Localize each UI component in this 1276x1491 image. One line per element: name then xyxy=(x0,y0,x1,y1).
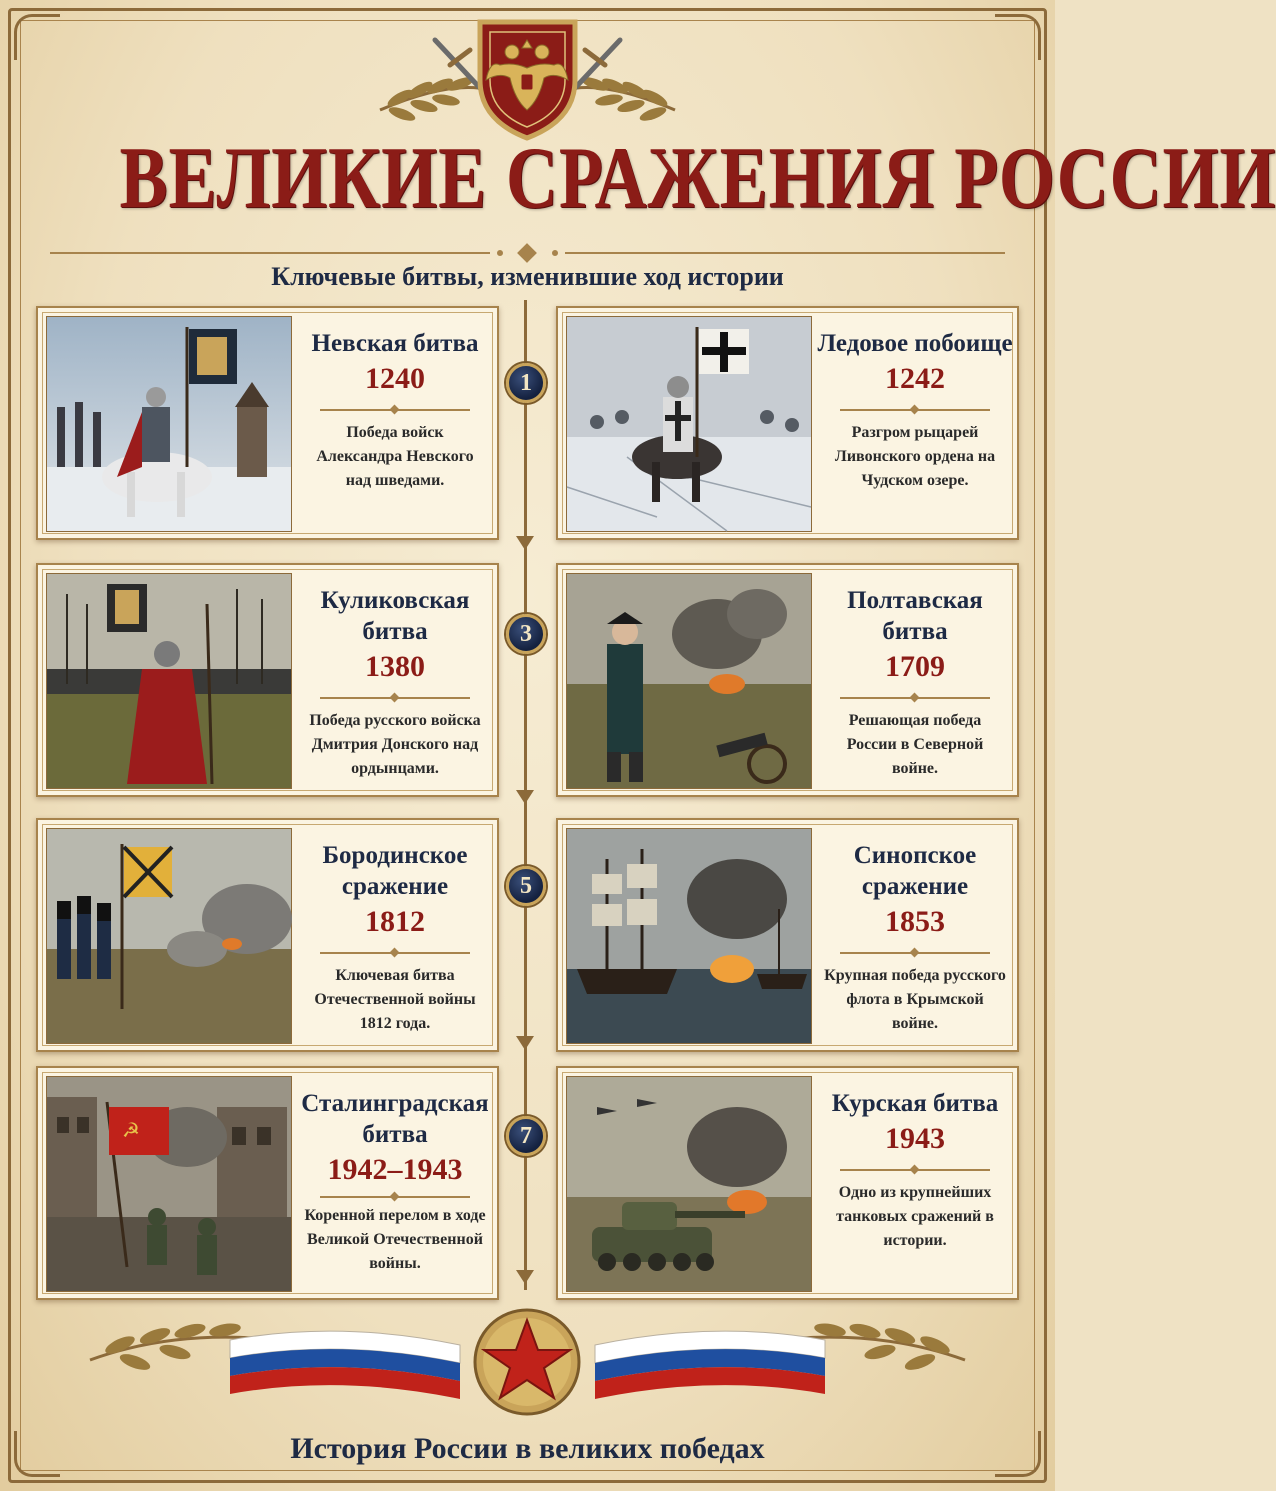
battle-illustration xyxy=(566,1076,812,1292)
battle-name: Невская битва xyxy=(311,330,479,357)
battle-year: 1242 xyxy=(885,362,945,395)
ornament-divider xyxy=(840,405,990,415)
battle-year: 1709 xyxy=(885,650,945,683)
ornament-divider xyxy=(320,1192,470,1202)
battle-name: Курская битва xyxy=(831,1090,999,1117)
battle-year: 1853 xyxy=(885,905,945,938)
battle-illustration xyxy=(46,828,292,1044)
coat-of-arms-emblem xyxy=(340,10,715,145)
ornament-divider xyxy=(840,1165,990,1175)
battle-year: 1812 xyxy=(365,905,425,938)
battle-description: Разгром рыцарей Ливонского ордена на Чудском озере. xyxy=(834,424,996,489)
battle-card-kursk xyxy=(556,1066,1019,1300)
timeline-node: 3 xyxy=(506,614,546,654)
battle-card-poltava xyxy=(556,563,1019,797)
battle-year: 1240 xyxy=(365,362,425,395)
corner-ornament xyxy=(995,14,1041,60)
ornament-divider xyxy=(320,693,470,703)
battle-year: 1942–1943 xyxy=(327,1153,463,1186)
battle-card-kulikovo xyxy=(36,563,499,797)
ornament-divider xyxy=(840,693,990,703)
battle-description: Победа русского войска Дмитрия Донского над ордынцами. xyxy=(309,712,481,777)
battle-name: Ледовое побоище xyxy=(817,330,1013,357)
timeline-arrow-icon xyxy=(516,536,534,550)
ornament-divider xyxy=(320,405,470,415)
battle-illustration xyxy=(46,316,292,532)
timeline-node: 1 xyxy=(506,363,546,403)
poster-subtitle: Ключевые битвы, изменившие ход истории xyxy=(271,262,784,291)
battle-illustration xyxy=(566,828,812,1044)
battle-card-borodino xyxy=(36,818,499,1052)
battle-description: Победа войск Александра Невского над шведами. xyxy=(316,424,474,489)
timeline-node: 5 xyxy=(506,866,546,906)
battle-year: 1943 xyxy=(885,1122,945,1155)
russian-flag-ribbon-right xyxy=(595,1331,825,1399)
ornament-divider xyxy=(320,948,470,958)
battle-name: Бородинское сражение xyxy=(322,842,468,900)
timeline-arrow-icon xyxy=(516,790,534,804)
bottom-banner xyxy=(80,1300,975,1420)
battle-description: Коренной перелом в ходе Великой Отечественной войны. xyxy=(304,1207,486,1272)
svg-text:☭: ☭ xyxy=(122,1118,140,1142)
battle-description: Ключевая битва Отечественной войны 1812 года. xyxy=(314,967,476,1032)
ornament-divider xyxy=(840,948,990,958)
battle-card-ice xyxy=(556,306,1019,540)
battle-illustration xyxy=(566,316,812,532)
poster-title: ВЕЛИКИЕ СРАЖЕНИЯ РОССИИ xyxy=(119,130,1276,227)
russian-flag-ribbon-left xyxy=(230,1331,460,1399)
battle-description: Одно из крупнейших танковых сражений в истории. xyxy=(836,1184,994,1249)
footer-title: История России в великих победах xyxy=(290,1432,765,1465)
battle-card-stalingrad xyxy=(36,1066,499,1300)
battle-illustration xyxy=(566,573,812,789)
corner-ornament xyxy=(14,14,60,60)
red-star-icon xyxy=(475,1310,579,1414)
battle-name: Синопское сражение xyxy=(853,842,977,900)
battle-name: Полтавская битва xyxy=(847,587,983,645)
timeline-node: 7 xyxy=(506,1116,546,1156)
battle-year: 1380 xyxy=(365,650,425,683)
timeline-arrow-icon xyxy=(516,1270,534,1284)
battle-description: Решающая победа России в Северной войне. xyxy=(846,712,984,777)
battle-card-sinop xyxy=(556,818,1019,1052)
battle-name: Сталинградская битва xyxy=(301,1090,489,1148)
timeline-arrow-icon xyxy=(516,1036,534,1050)
battle-description: Крупная победа русского флота в Крымской войне. xyxy=(824,967,1006,1032)
title-divider xyxy=(50,245,1005,261)
battle-card-neva xyxy=(36,306,499,540)
battle-name: Куликовская битва xyxy=(320,587,470,645)
battle-illustration xyxy=(46,573,292,789)
battle-illustration xyxy=(46,1076,292,1292)
